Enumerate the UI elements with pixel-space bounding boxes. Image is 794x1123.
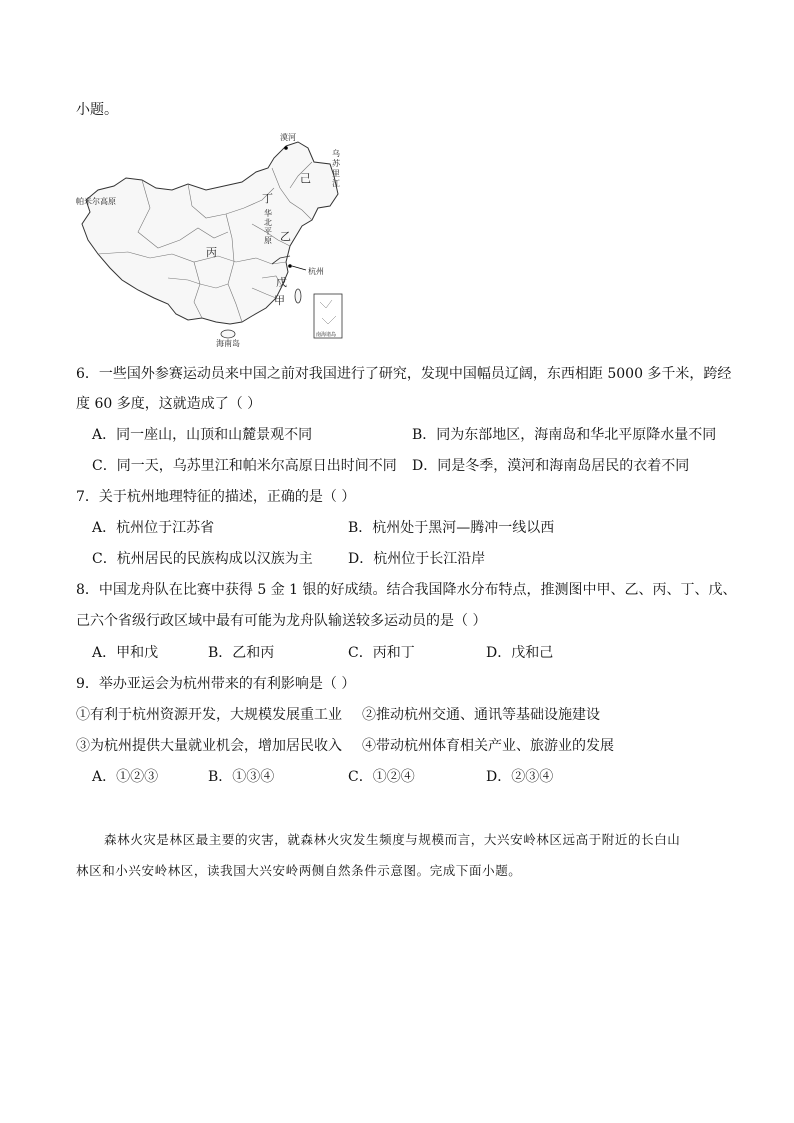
label-jia: 甲 xyxy=(274,294,285,307)
q7-option-a: A．杭州位于江苏省 xyxy=(92,520,215,536)
label-wusulijiang-3: 里 xyxy=(332,169,340,178)
q7-option-d: D．杭州位于长江沿岸 xyxy=(348,551,486,567)
hainan-island xyxy=(221,330,235,338)
label-pamir: 帕米尔高原 xyxy=(76,197,116,206)
china-map-figure xyxy=(76,128,376,350)
label-huabei-1: 华 xyxy=(264,209,272,218)
q6-option-d: D．同是冬季，漠河和海南岛居民的衣着不同 xyxy=(412,458,690,474)
china-map-svg xyxy=(76,128,376,350)
q9-statement-4: ④带动杭州体育相关产业、旅游业的发展 xyxy=(362,738,614,754)
q8-stem-line1: 8．中国龙舟队在比赛中获得 5 金 1 银的好成绩。结合我国降水分布特点，推测图中甲、乙、丙、丁、戊、 xyxy=(76,582,737,598)
label-ding: 丁 xyxy=(262,192,273,205)
label-mohe: 漠河 xyxy=(280,133,296,142)
label-inset: 南海诸岛 xyxy=(316,332,337,338)
q7-option-b: B．杭州处于黑河—腾冲一线以西 xyxy=(348,520,555,536)
label-wusulijiang-2: 苏 xyxy=(332,159,340,168)
label-hainan: 海南岛 xyxy=(216,339,240,348)
q9-option-b: B．①③④ xyxy=(208,769,275,785)
q6-stem-line1: 6．一些国外参赛运动员来中国之前对我国进行了研究，发现中国幅员辽阔，东西相距 5000 多千米，跨经 xyxy=(76,366,732,382)
passage-line2: 林区和小兴安岭林区，读我国大兴安岭两侧自然条件示意图。完成下面小题。 xyxy=(76,863,522,878)
hangzhou-dot xyxy=(288,264,292,268)
q9-option-a: A．①②③ xyxy=(92,769,159,785)
q9-option-c: C．①②④ xyxy=(348,769,415,785)
q8-option-c: C．丙和丁 xyxy=(348,645,415,661)
q6-option-b: B．同为东部地区，海南岛和华北平原降水量不同 xyxy=(412,427,717,443)
label-wu: 戊 xyxy=(276,276,287,289)
q9-statement-2: ②推动杭州交通、通讯等基础设施建设 xyxy=(362,707,600,723)
q8-stem-line2: 己六个省级行政区域中最有可能为龙舟队输送较多运动员的是（ ） xyxy=(76,613,487,629)
label-huabei-4: 原 xyxy=(264,236,272,245)
q8-option-a: A．甲和戊 xyxy=(92,645,159,661)
hangzhou-pointer xyxy=(292,266,306,270)
label-ji: 己 xyxy=(300,172,311,185)
passage-line1: 森林火灾是林区最主要的灾害，就森林火灾发生频度与规模而言，大兴安岭林区远高于附近的长白山 xyxy=(104,832,681,847)
label-wusulijiang-1: 乌 xyxy=(332,149,340,158)
q7-option-c: C．杭州居民的民族构成以汉族为主 xyxy=(92,551,313,567)
label-bing: 丙 xyxy=(206,246,217,259)
q6-stem-line2: 度 60 多度，这就造成了（ ） xyxy=(76,396,262,412)
intro-tail: 小题。 xyxy=(76,102,118,118)
mohe-dot xyxy=(284,146,288,150)
label-huabei-2: 北 xyxy=(264,218,272,227)
q6-option-a: A．同一座山，山顶和山麓景观不同 xyxy=(92,427,313,443)
q9-stem: 9．举办亚运会为杭州带来的有利影响是（ ） xyxy=(76,676,356,692)
label-hangzhou: 杭州 xyxy=(308,267,324,276)
q8-option-b: B．乙和丙 xyxy=(208,645,275,661)
label-huabei-3: 平 xyxy=(264,227,272,236)
q6-option-c: C．同一天，乌苏里江和帕米尔高原日出时间不同 xyxy=(92,458,397,474)
q8-option-d: D．戊和己 xyxy=(486,645,554,661)
q9-statement-1: ①有利于杭州资源开发，大规模发展重工业 xyxy=(76,707,342,723)
q7-stem: 7．关于杭州地理特征的描述，正确的是（ ） xyxy=(76,489,356,505)
q9-option-d: D．②③④ xyxy=(486,769,554,785)
taiwan-island xyxy=(295,289,301,303)
label-wusulijiang-4: 江 xyxy=(332,179,340,188)
label-yi: 乙 xyxy=(280,230,291,243)
q9-statement-3: ③为杭州提供大量就业机会，增加居民收入 xyxy=(76,738,342,754)
